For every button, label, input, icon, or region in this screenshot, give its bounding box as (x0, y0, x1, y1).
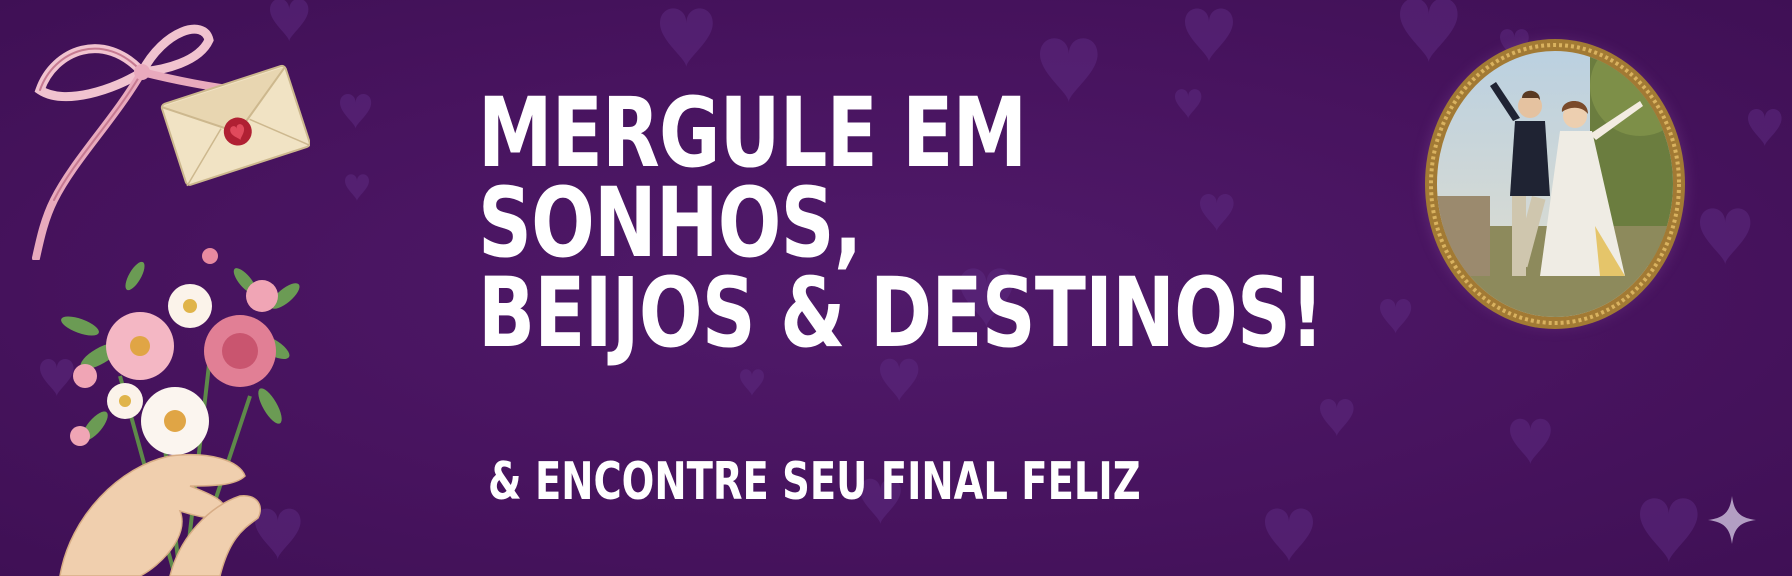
subheadline: & ENCONTRE SEU FINAL FELIZ (488, 452, 1141, 512)
heart-icon (340, 94, 371, 129)
heart-icon (1320, 399, 1354, 436)
heart-icon (1640, 498, 1698, 562)
flower-bouquet-icon (40, 236, 330, 576)
heart-icon (660, 8, 713, 67)
headline-line-2: SONHOS, (478, 167, 862, 280)
vintage-couple-portrait-icon (1410, 26, 1700, 346)
heart-icon (1265, 509, 1313, 563)
love-letter-envelope-icon (160, 58, 310, 188)
heart-icon (270, 0, 308, 42)
heart-icon (1748, 109, 1782, 146)
heart-icon (1380, 299, 1411, 334)
heart-icon (1700, 208, 1750, 264)
heart-icon (345, 174, 369, 201)
heart-icon (1510, 419, 1551, 464)
sparkle-icon (1706, 494, 1758, 546)
headline-line-3: BEIJOS & DESTINOS! (478, 257, 1324, 370)
headline (478, 77, 1378, 370)
heart-icon (740, 369, 764, 396)
headline-line-1: MERGULE EM (478, 77, 1027, 189)
heart-icon (1185, 9, 1233, 63)
